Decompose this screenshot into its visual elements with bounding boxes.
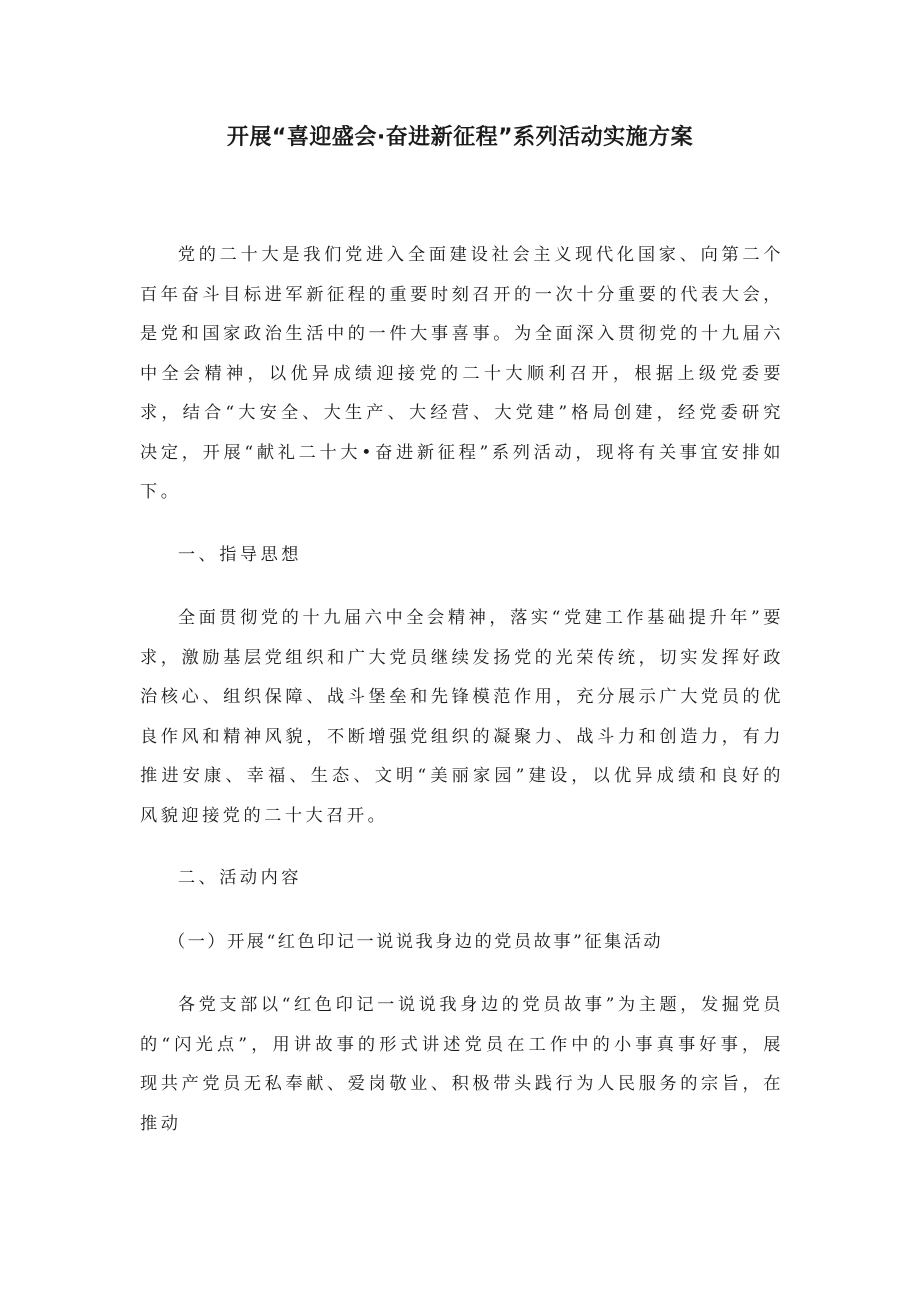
spacer (140, 513, 784, 536)
section-2-item-1-paragraph: 各党支部以“红色印记一说说我身边的党员故事”为主题，发掘党员的“闪光点”，用讲故事的形式讲述党员在工作中的小事真事好事，展现共产党员无私奉献、爱岗敬业、积极带头践行为人民服务的宗旨，在推动 (140, 995, 784, 1134)
document-title: 开展“喜迎盛会·奋进新征程”系列活动实施方案 (226, 125, 694, 150)
intro-paragraph: 党的二十大是我们党进入全面建设社会主义现代化国家、向第二个百年奋斗目标进军新征程的重要时刻召开的一次十分重要的代表大会，是党和国家政治生活中的一件大事喜事。为全面深入贯彻党的十九届六中全会精神，以优异成绩迎接党的二十大顺利召开，根据上级党委要求，结合“大安全、大生产、大经营、大党建”格局创建，经党委研究决定，开展“献礼二十大•奋进新征程”系列活动，现将有关事宜安排如下。 (140, 245, 784, 502)
document-body (140, 236, 784, 1144)
section-2-item-1-heading: （一）开展“红色印记一说说我身边的党员故事”征集活动 (168, 931, 664, 952)
spacer (140, 575, 784, 599)
spacer (140, 962, 784, 986)
section-2-heading: 二、活动内容 (177, 868, 302, 888)
spacer (140, 899, 784, 923)
section-1-paragraph: 全面贯彻党的十九届六中全会精神，落实“党建工作基础提升年”要求，激励基层党组织和广大党员继续发扬党的光荣传统，切实发挥好政治核心、组织保障、战斗堡垒和先锋模范作用，充分展示广大党员的优良作风和精神风貌，不断增强党组织的凝聚力、战斗力和创造力，有力推进安康、幸福、生态、文明“美丽家园”建设，以优异成绩和良好的风貌迎接党的二十大召开。 (140, 608, 784, 826)
spacer (140, 836, 784, 859)
section-1-heading: 一、指导思想 (177, 544, 302, 565)
